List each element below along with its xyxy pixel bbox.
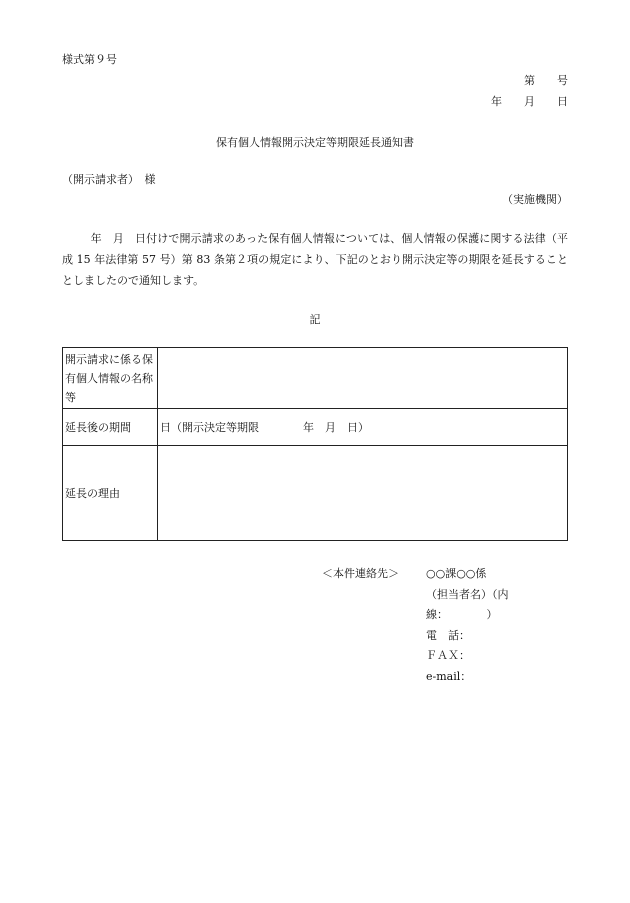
contact-email: e-mail： bbox=[426, 669, 472, 683]
document-title: 保有個人情報開示決定等期限延長通知書 bbox=[216, 136, 414, 149]
extension-reason-value bbox=[158, 446, 568, 541]
extension-reason-label: 延長の理由 bbox=[63, 446, 158, 541]
contact-block bbox=[322, 564, 566, 687]
notice-body: 年 月 日付けで開示請求のあった保有個人情報については、個人情報の保護に関する法律（平成 15 年法律第 57 号）第 83 条第２項の規定により、下記のとおり開示決定等の期限を延長することとしましたので通知します。 bbox=[62, 232, 568, 287]
issuing-agency: （実施機関） bbox=[502, 193, 568, 206]
contact-section: ○○課○○係 bbox=[426, 567, 487, 580]
document-number: 第 号 bbox=[524, 74, 568, 87]
contact-heading: ＜本件連絡先＞ bbox=[322, 567, 399, 580]
contact-phone: 電 話： bbox=[426, 628, 470, 642]
extended-period-value: 日（開示決定等期限 年 月 日） bbox=[158, 409, 568, 446]
addressee: （開示請求者） 様 bbox=[62, 173, 156, 186]
table-row bbox=[63, 409, 568, 446]
personal-info-name-label: 開示請求に係る保有個人情報の名称等 bbox=[63, 348, 158, 409]
table-row bbox=[63, 348, 568, 409]
contact-person: （担当者名）（内線： ） bbox=[426, 587, 509, 621]
ki-heading: 記 bbox=[309, 313, 321, 326]
document-date: 年 月 日 bbox=[491, 95, 568, 108]
table-row bbox=[63, 446, 568, 541]
personal-info-name-value bbox=[158, 348, 568, 409]
contact-fax: ＦＡＸ： bbox=[426, 649, 470, 662]
details-table bbox=[62, 347, 568, 541]
form-number: 様式第９号 bbox=[62, 53, 117, 66]
extended-period-label: 延長後の期間 bbox=[63, 409, 158, 446]
